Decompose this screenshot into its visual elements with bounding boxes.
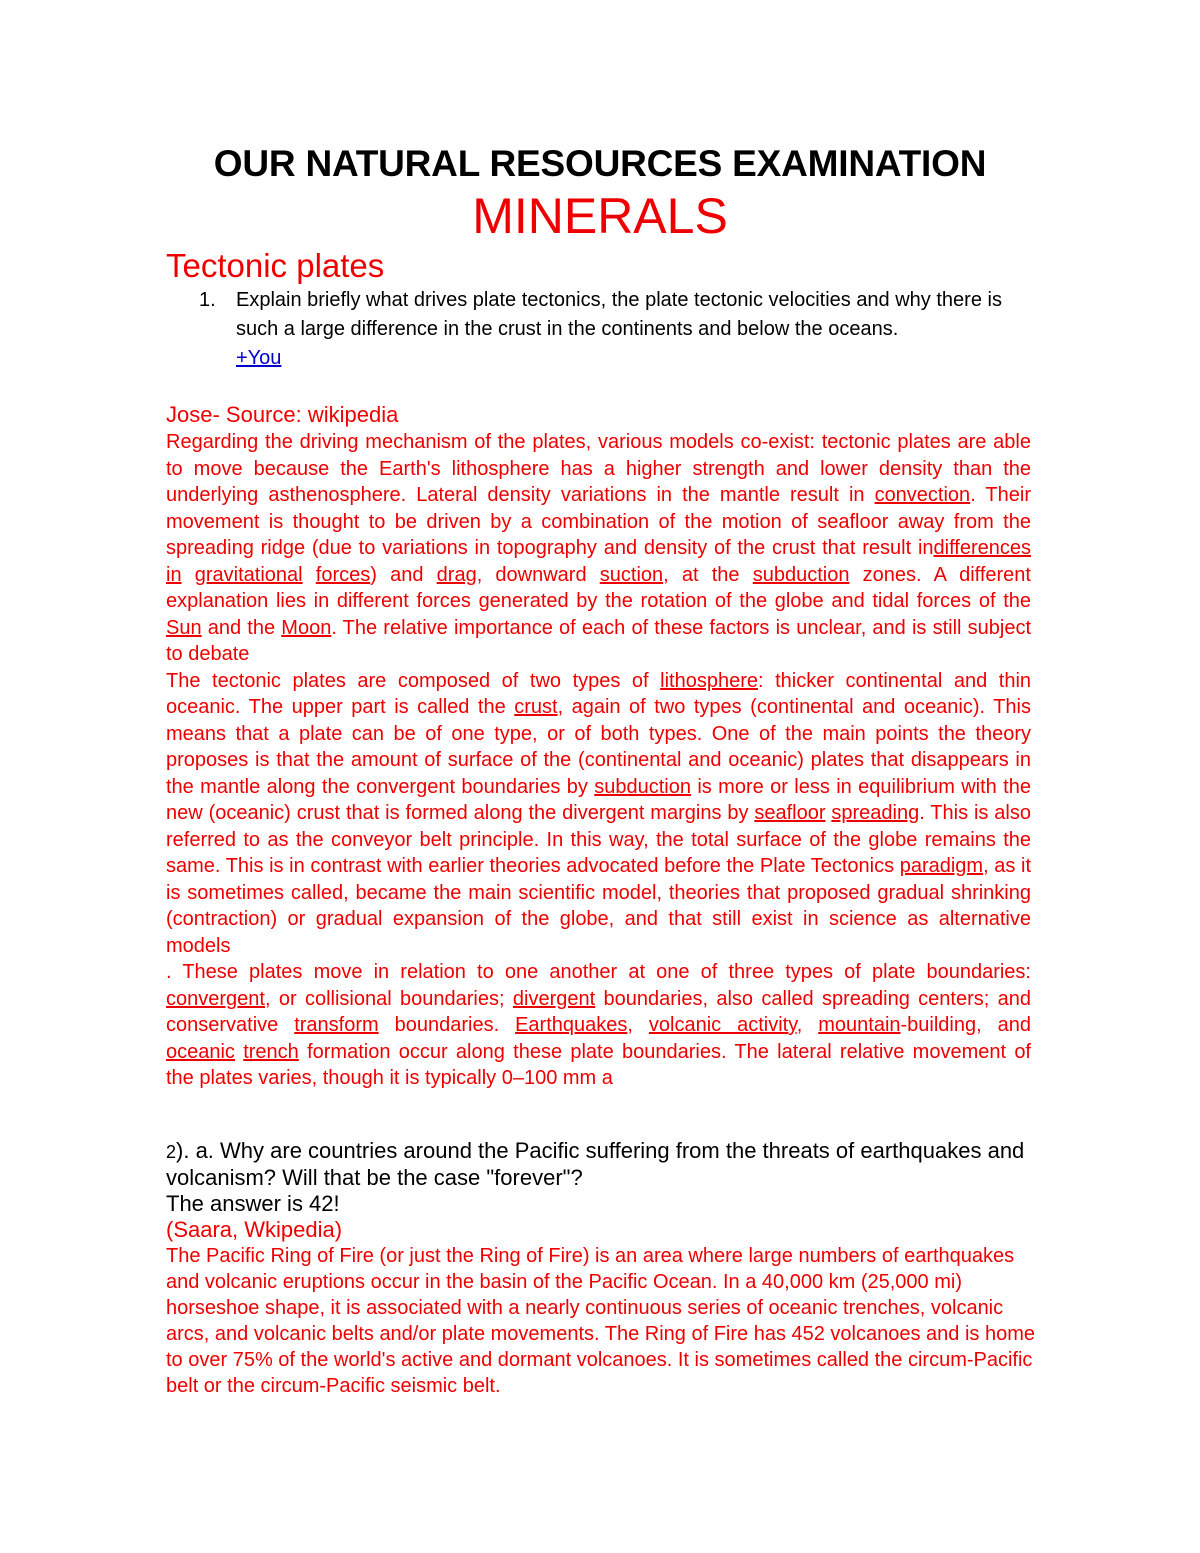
link-suction[interactable]: suction [599, 563, 664, 586]
text-run: -building, and [900, 1014, 1031, 1036]
text-run: . The relative importance of each of these factors is unclear, and is still subject to debate [166, 616, 1032, 665]
link-crust[interactable]: crust [514, 696, 558, 718]
link-trench[interactable]: trench [243, 1040, 299, 1063]
link-forces[interactable]: forces [315, 563, 371, 586]
question-2-number: 2 [166, 1142, 177, 1162]
text-run: , as it is sometimes called, became the main scientific model, theories that proposed gradual shrinking (contraction) or gradual expansion of the globe, and that still exist in science as alternative models [166, 855, 1031, 957]
link-oceanic[interactable]: oceanic [166, 1040, 235, 1063]
text-run: and the [201, 616, 282, 639]
link-sun[interactable]: Sun [166, 616, 202, 639]
link-convergent[interactable]: convergent [166, 987, 265, 1010]
document-subtitle: MINERALS [472, 188, 728, 244]
question-2 [166, 1138, 1046, 1217]
text-run: The tectonic plates are composed of two types of [166, 669, 661, 692]
text-run: , downward [476, 563, 600, 586]
link-seafloor[interactable]: seafloor [754, 802, 826, 824]
answer-2 [166, 1217, 1046, 1399]
answer-1-paragraph-3 [166, 959, 1031, 1092]
question-2-answer-line: The answer is 42! [166, 1191, 340, 1216]
link-paradigm[interactable]: paradigm [899, 855, 984, 877]
text-run: , or collisional boundaries; [264, 987, 513, 1010]
question-1-number: 1. [199, 289, 216, 311]
link-gravitational[interactable]: gravitational [194, 563, 303, 586]
text-run: boundaries. [378, 1014, 516, 1036]
answer-1-attribution: Jose- Source: wikipedia [166, 402, 399, 427]
text-run: , [796, 1014, 819, 1036]
link-subduction-2[interactable]: subduction [594, 775, 691, 798]
link-spreading[interactable]: spreading [831, 802, 920, 824]
answer-2-attribution: (Saara, Wkipedia) [166, 1217, 343, 1242]
link-mountain[interactable]: mountain [818, 1014, 901, 1036]
answer-1 [166, 429, 1031, 1092]
text-run: , at the [663, 563, 753, 586]
section-heading: Tectonic plates [166, 247, 385, 284]
text-run: . This is also referred to as the conveyor belt principle. In this way, the total surface of the globe remains the same. This is in contrast with earlier theories advocated before the Plate Tectonics [166, 802, 1031, 877]
question-1 [166, 286, 1046, 373]
link-moon[interactable]: Moon [281, 616, 332, 639]
question-1-body: Explain briefly what drives plate tectonics, the plate tectonic velocities and why there is such a large difference in the crust in the continents and below the oceans. [236, 289, 1002, 340]
text-run: is more or less in equilibrium with the new (oceanic) crust that is formed along the divergent margins by [166, 775, 1031, 824]
text-run: . These plates move in relation to one another at one of three types of plate boundaries: [166, 961, 1031, 983]
text-run: , [627, 1014, 649, 1036]
link-differences[interactable]: differences [933, 537, 1031, 559]
link-convection[interactable]: convection [874, 484, 971, 506]
question-2-text: ). a. Why are countries around the Pacific suffering from the threats of earthquakes and volcanism? Will that be the case "forever"? [166, 1138, 1025, 1190]
document-title: OUR NATURAL RESOURCES EXAMINATION [213, 143, 987, 184]
text-run: : thicker continental and thin oceanic. The upper part is called the [166, 669, 1032, 718]
you-link[interactable]: +You [236, 347, 282, 369]
text-run: ) and [370, 563, 437, 586]
text-run: , again of two types (continental and oceanic). This means that a plate can be of one type, or of both types. One of the main points the theory proposes is that the amount of surface of the (continental and oceanic) plates that disappears in the mantle along the convergent boundaries by [166, 696, 1031, 798]
text-run: Regarding the driving mechanism of the plates, various models co-exist: tectonic plates are able to move because the Earth's lithosphere has a higher strength and lower density than the underlying asthenosphere. Lateral density variations in the mantle result in [166, 431, 1031, 506]
question-1-text [236, 286, 1046, 373]
link-in[interactable]: in [166, 563, 182, 586]
link-volcanic-activity[interactable]: volcanic activity [648, 1014, 797, 1036]
answer-2-body: The Pacific Ring of Fire (or just the Ring of Fire) is an area where large numbers of earthquakes and volcanic eruptions occur in the basin of the Pacific Ocean. In a 40,000 km (25,000 mi) horseshoe shape, it is associated with a nearly continuous series of oceanic trenches, volcanic arcs, and volcanic belts and/or plate movements. The Ring of Fire has 452 volcanoes and is home to over 75% of the world's active and dormant volcanoes. It is sometimes called the circum-Pacific belt or the circum-Pacific seismic belt. [166, 1245, 1035, 1397]
link-subduction[interactable]: subduction [752, 563, 850, 586]
answer-1-paragraph-1 [166, 429, 1031, 668]
text-run: boundaries, also called spreading centers; and conservative [166, 987, 1032, 1036]
answer-1-paragraph-2 [166, 668, 1031, 960]
link-earthquakes[interactable]: Earthquakes [515, 1014, 628, 1036]
link-transform[interactable]: transform [294, 1014, 379, 1036]
link-lithosphere[interactable]: lithosphere [660, 669, 758, 692]
link-divergent[interactable]: divergent [512, 987, 596, 1010]
text-run: formation occur along these plate boundaries. The lateral relative movement of the plates varies, though it is typically 0–100 mm a [166, 1040, 1031, 1089]
text-run: zones. A different explanation lies in different forces generated by the rotation of the globe and tidal forces of the [166, 563, 1031, 612]
text-run: . Their movement is thought to be driven by a combination of the motion of seafloor away from the spreading ridge (due to variations in topography and density of the crust that result in [166, 484, 1031, 559]
link-drag[interactable]: drag [436, 563, 477, 586]
